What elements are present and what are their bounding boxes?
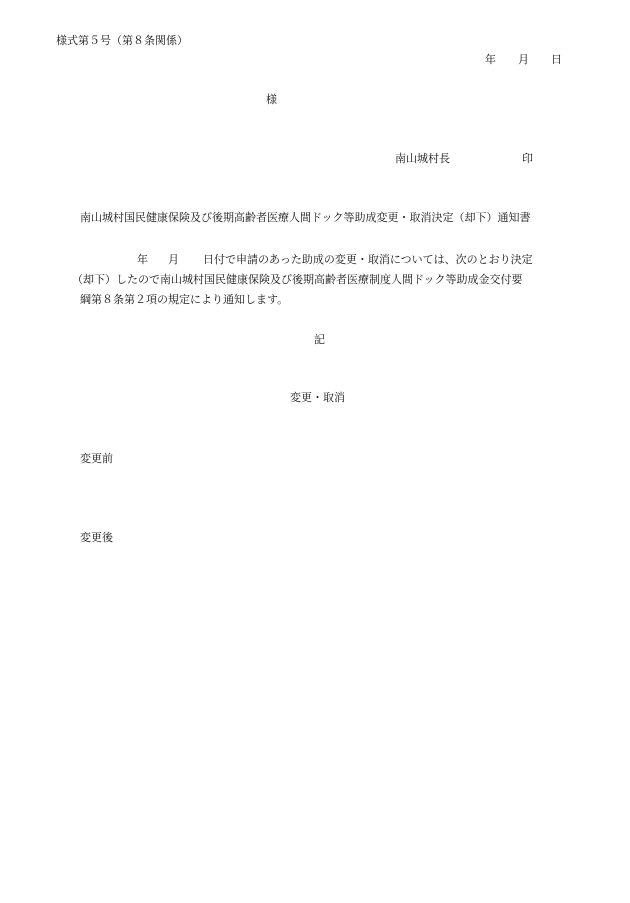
body-line-3: 綱第８条第２項の規定により通知します。 xyxy=(80,293,289,306)
form-number: 様式第５号（第８条関係） xyxy=(56,34,188,47)
ki-heading: 記 xyxy=(314,333,325,346)
date-day: 日 xyxy=(551,53,562,66)
date-month: 月 xyxy=(518,53,529,66)
body-text-1: 日付で申請のあった助成の変更・取消については、次のとおり決定 xyxy=(203,253,533,266)
issuer-name: 南山城村長 xyxy=(395,152,450,165)
issuer xyxy=(395,152,533,166)
document-title: 南山城村国民健康保険及び後期高齢者医療人間ドック等助成変更・取消決定（却下）通知書 xyxy=(80,211,531,224)
body-month: 月 xyxy=(168,253,179,266)
date-line xyxy=(485,53,562,67)
after-label: 変更後 xyxy=(80,531,113,544)
seal-mark: 印 xyxy=(522,152,533,165)
body-line-1 xyxy=(80,250,560,270)
addressee-suffix: 様 xyxy=(266,93,277,106)
body-paragraph xyxy=(72,250,560,310)
body-line-2: （却下）したので南山城村国民健康保険及び後期高齢者医療制度人間ドック等助成金交付要 xyxy=(72,273,523,286)
body-year: 年 xyxy=(137,253,148,266)
date-year: 年 xyxy=(485,53,496,66)
before-label: 変更前 xyxy=(80,452,113,465)
type-label: 変更・取消 xyxy=(290,391,345,404)
